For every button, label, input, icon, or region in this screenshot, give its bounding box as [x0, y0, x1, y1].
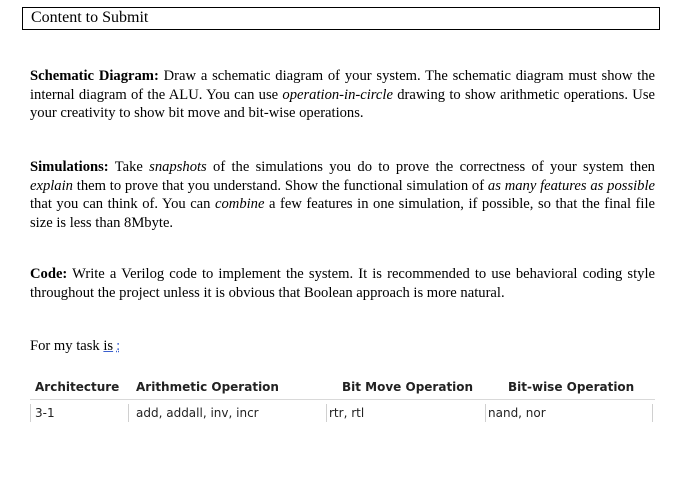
simulations-emphasis-1: snapshots — [149, 159, 207, 175]
schematic-paragraph — [30, 67, 655, 123]
header-bit-move-operation: Bit Move Operation — [342, 380, 474, 394]
simulations-emphasis-3: as many features as possible — [487, 177, 656, 194]
cell-divider — [652, 404, 653, 422]
schematic-label: Schematic Diagram: — [30, 68, 159, 84]
cell-bit-move-operation: rtr, rtl — [329, 406, 365, 420]
schematic-emphasis-1: operation-in-circle — [282, 86, 393, 103]
simulations-label: Simulations: — [30, 159, 109, 175]
header-bit-wise-operation: Bit-wise Operation — [508, 380, 635, 394]
task-prefix: For my task — [30, 338, 104, 354]
cell-architecture: 3-1 — [35, 406, 55, 420]
simulations-emphasis-4: combine — [215, 196, 265, 212]
table-header-row — [30, 375, 655, 400]
simulations-text-1: Take — [108, 159, 150, 175]
code-paragraph — [30, 265, 655, 302]
simulations-text-5: a few features in one simulation, if possible, so that the final file size is less than 8Mbyte. — [30, 196, 655, 231]
cell-divider — [30, 404, 31, 422]
cell-arithmetic-operation: add, addall, inv, incr — [136, 406, 259, 420]
code-text-1: Write a Verilog code to implement the system. It is recommended to use behavioral coding style throughout the project unless it is obvious that Boolean approach is more natural. — [30, 266, 655, 301]
header-arithmetic-operation: Arithmetic Operation — [136, 380, 279, 394]
cell-divider — [485, 404, 486, 422]
cell-divider — [128, 404, 129, 422]
task-table — [30, 375, 655, 424]
task-is-word: is — [103, 338, 114, 354]
code-label: Code: — [30, 266, 68, 282]
task-colon: : — [116, 338, 121, 354]
task-paragraph — [30, 337, 655, 356]
cell-divider — [326, 404, 327, 422]
section-heading — [22, 7, 660, 30]
schematic-text-2: drawing to show arithmetic operations. Use your creativity to show bit move and bit-wise operations. — [30, 86, 655, 121]
simulations-text-3: them to prove that you understand. Show the functional simulation of — [72, 177, 488, 194]
simulations-text-2: of the simulations you do to prove the correctness of your system then — [206, 159, 655, 175]
section-heading-text: Content to Submit — [31, 9, 149, 26]
table-row — [30, 400, 655, 424]
simulations-text-4: that you can think of. You can — [30, 196, 215, 212]
cell-bit-wise-operation: nand, nor — [488, 406, 546, 420]
simulations-emphasis-2: explain — [30, 177, 73, 194]
simulations-paragraph — [30, 158, 655, 232]
schematic-text-1: Draw a schematic diagram of your system. The schematic diagram must show the internal diagram of the ALU. You can use — [30, 68, 656, 103]
header-architecture: Architecture — [35, 380, 120, 394]
